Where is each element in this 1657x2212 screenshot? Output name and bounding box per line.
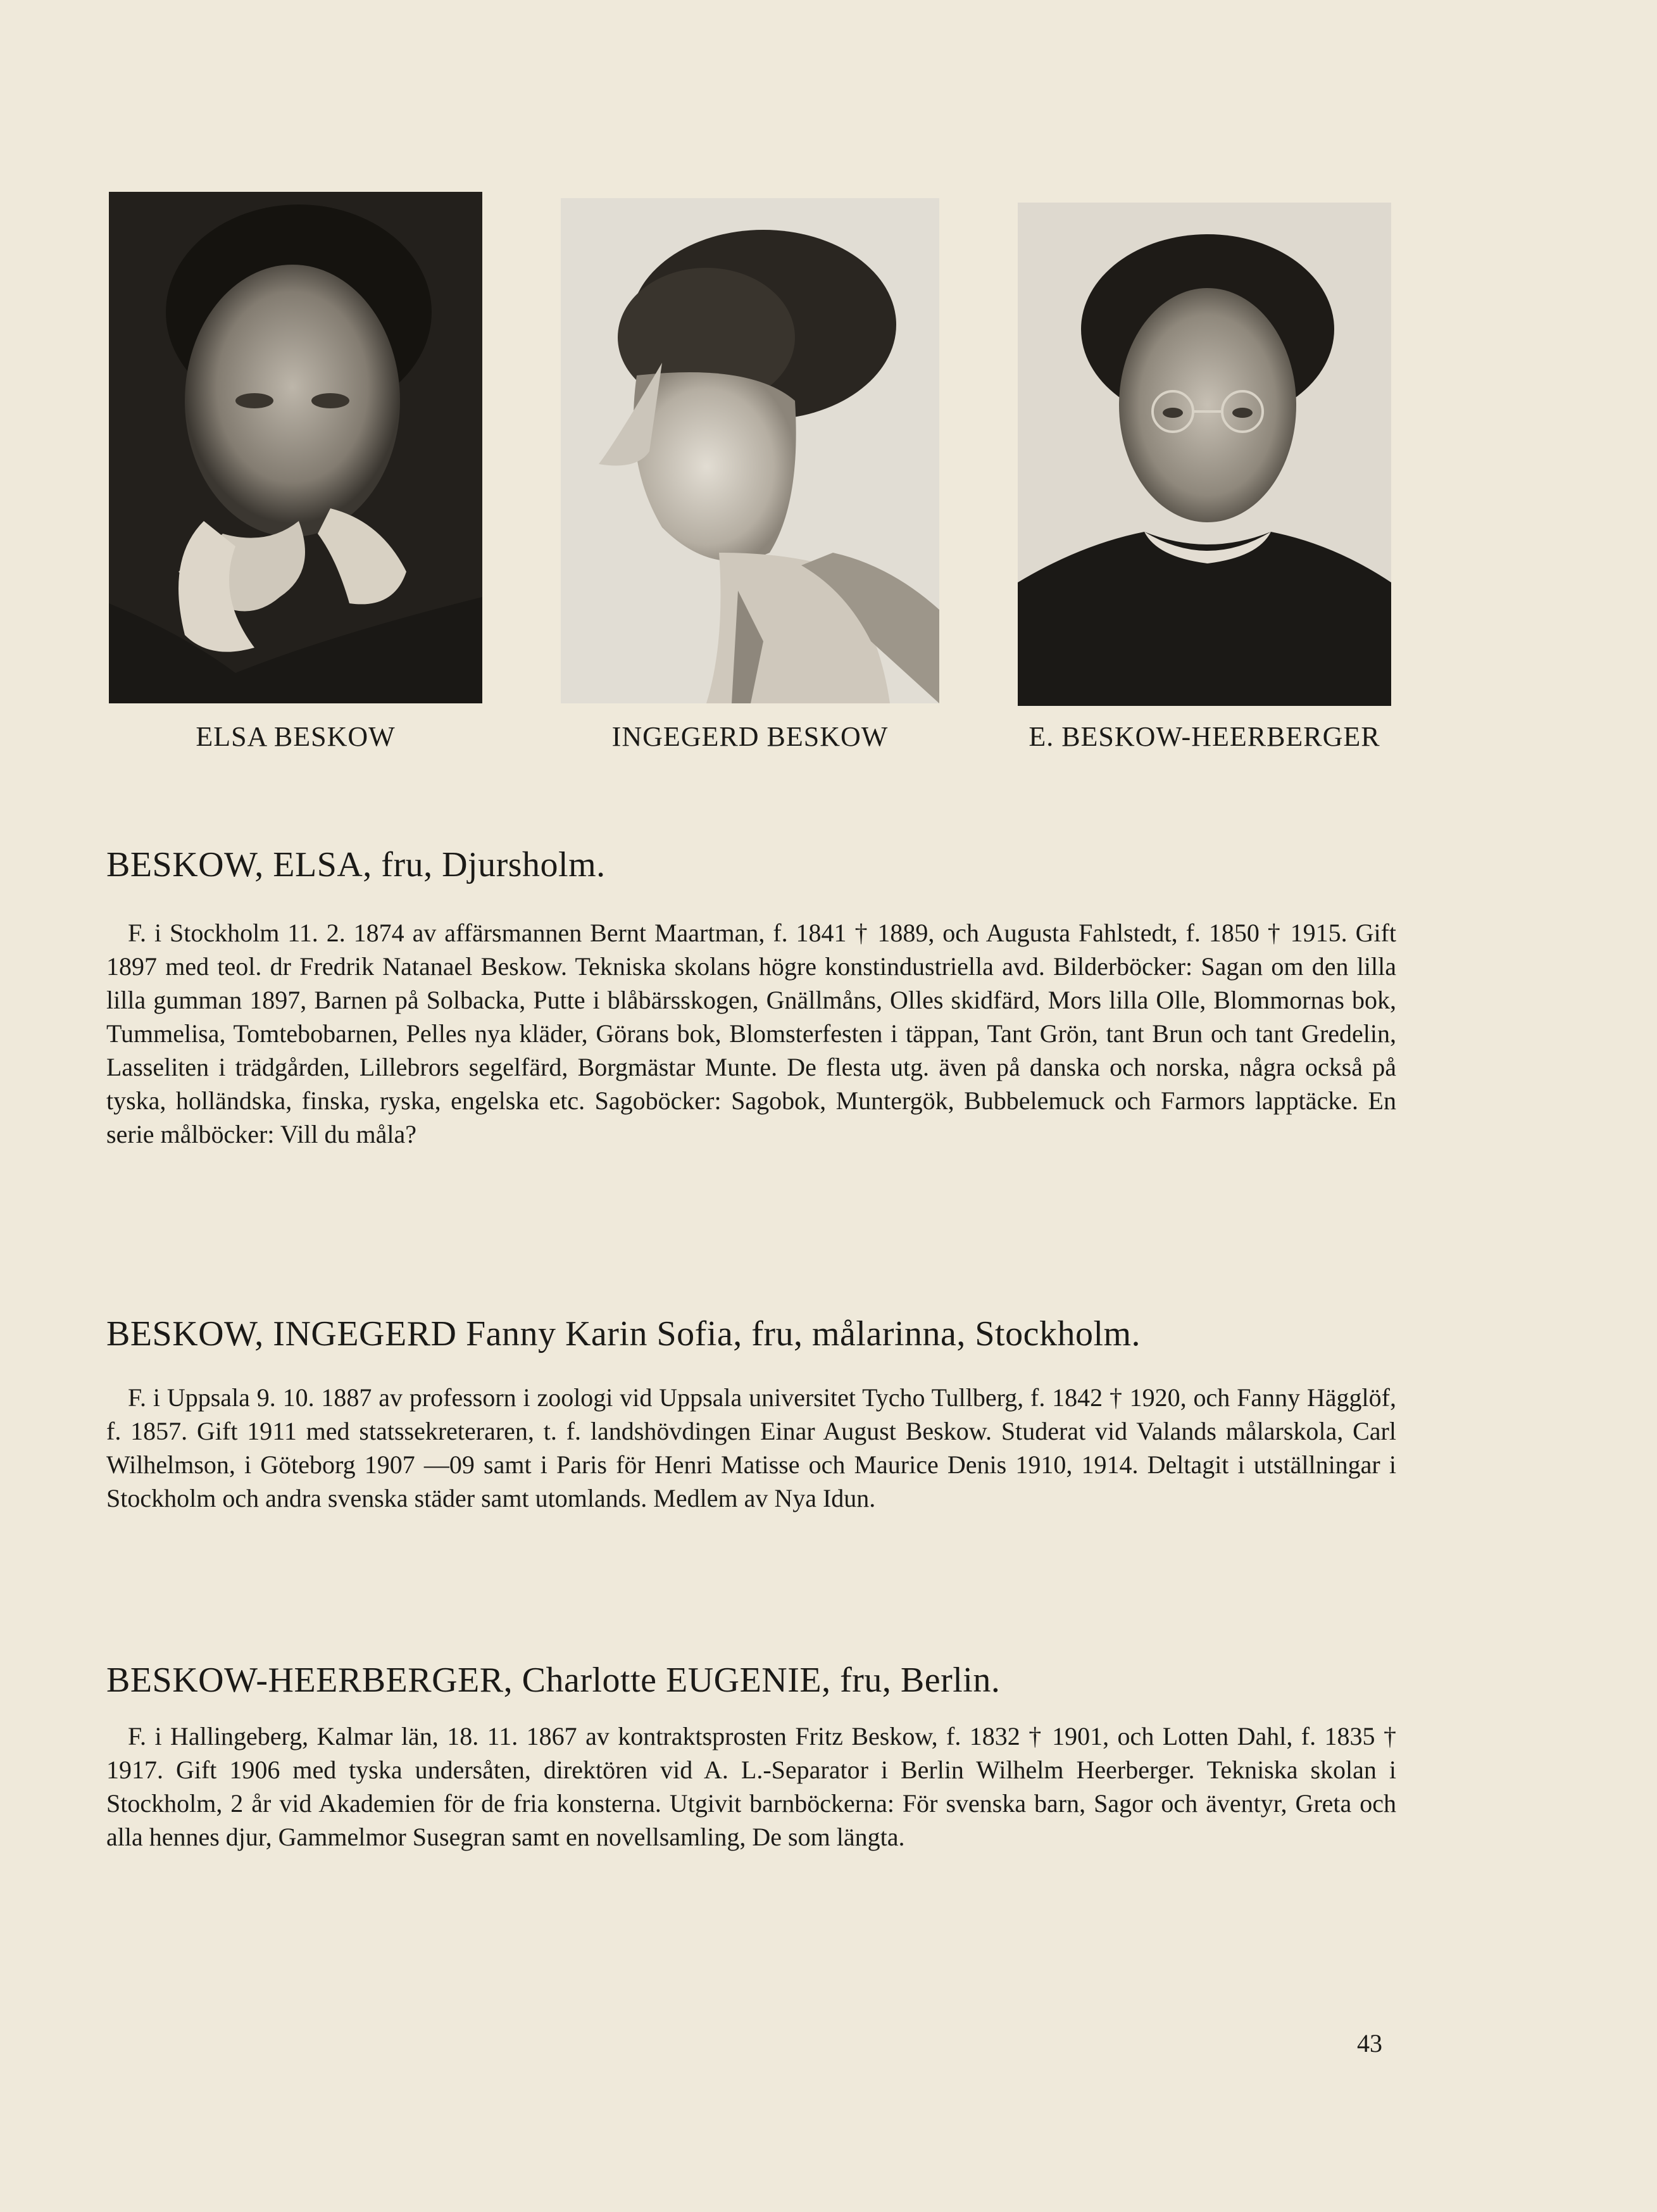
caption-e-beskow-heerberger: E. BESKOW-HEERBERGER [1029,721,1380,752]
caption-elsa-beskow: ELSA BESKOW [196,721,396,752]
entry-text-elsa-beskow: F. i Stockholm 11. 2. 1874 av affärsmannen Bernt Maartman, f. 1841 † 1889, och Augusta Fahlstedt, f. 1850 † 1915. Gift 1897 med teol. dr Fredrik Natanael Beskow. Tekniska skolans högre konstindustriella avd. Bilderböcker: Sagan om den lilla lilla gumman 1897, Barnen på Solbacka, Putte i blåbärsskogen, Gnällmåns, Olles skidfärd, Mors lilla Olle, Blommornas bok, Tummelisa, Tomtebobarnen, Pelles nya kläder, Görans bok, Blomsterfesten i täppan, Tant Grön, tant Brun och tant Gredelin, Lasseliten i trädgården, Lillebrors segelfärd, Borgmästar Munte. De flesta utg. även på danska och norska, några också på tyska, holländska, finska, ryska, engelska etc. Sagoböcker: Sagobok, Muntergök, Bubbelemuck och Farmors lapptäcke. En serie målböcker: Vill du måla? [106,919,1396,1148]
page-number: 43 [1357,2029,1382,2058]
entry-heading-ingegerd-beskow: BESKOW, INGEGERD Fanny Karin Sofia, fru, målarinna, Stockholm. [106,1314,1141,1354]
photo-elsa-beskow [109,192,482,703]
entry-text-ingegerd-beskow: F. i Uppsala 9. 10. 1887 av professorn i zoologi vid Uppsala universitet Tycho Tullberg, f. 1842 † 1920, och Fanny Hägglöf, f. 1857. Gift 1911 med statssekreteraren, t. f. landshövdingen Einar August Beskow. Studerat vid Valands målarskola, Carl Wilhelmson, i Göteborg 1907 —09 samt i Paris för Henri Matisse och Maurice Denis 1910, 1914. Deltagit i utställningar i Stockholm och andra svenska städer samt utomlands. Medlem av Nya Idun. [106,1383,1396,1512]
photo-ingegerd-beskow [561,198,939,703]
photo-e-beskow-heerberger [1018,203,1391,706]
entry-text-beskow-heerberger: F. i Hallingeberg, Kalmar län, 18. 11. 1867 av kontraktsprosten Fritz Beskow, f. 1832 † 1901, och Lotten Dahl, f. 1835 † 1917. Gift 1906 med tyska undersåten, direktören vid A. L.-Separator i Berlin Wilhelm Heerberger. Tekniska skolan i Stockholm, 2 år vid Akademien för de fria konsterna. Utgivit barnböckerna: För svenska barn, Sagor och äventyr, Greta och alla hennes djur, Gammelmor Susegran samt en novellsamling, De som längta. [106,1722,1396,1851]
entry-heading-elsa-beskow: BESKOW, ELSA, fru, Djursholm. [106,845,606,884]
caption-ingegerd-beskow: INGEGERD BESKOW [611,721,889,752]
entry-heading-beskow-heerberger: BESKOW-HEERBERGER, Charlotte EUGENIE, fru, Berlin. [106,1661,1001,1700]
